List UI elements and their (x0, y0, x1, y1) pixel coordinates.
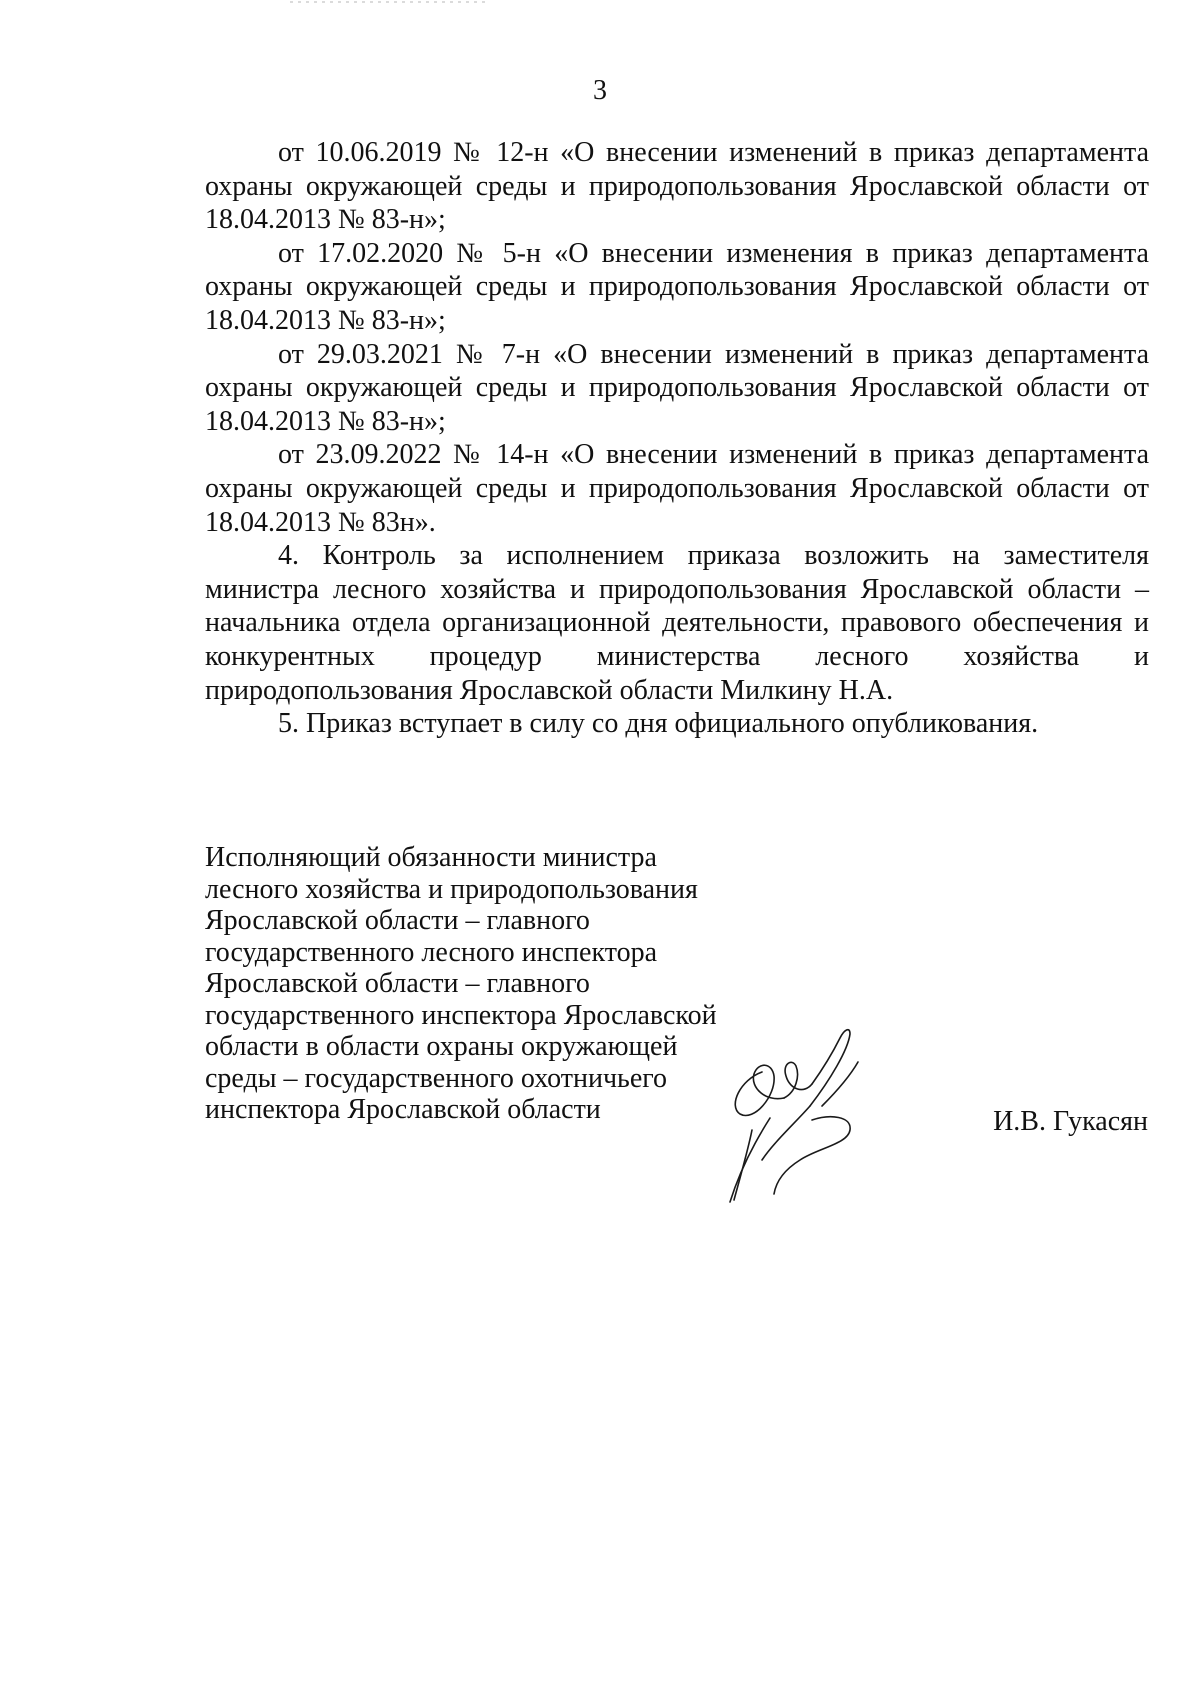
paragraph-order-2020: от 17.02.2020 № 5-н «О внесении изменения в приказ департамента охраны окружающей среды и природопользования Ярославской области от 18.04.2013 № 83-н»; (205, 237, 1149, 336)
position-line: Исполняющий обязанности министра (205, 842, 657, 873)
position-line: Ярославской области – главного (205, 968, 590, 999)
position-line: лесного хозяйства и природопользования (205, 873, 698, 905)
position-line: Ярославской области – главного (205, 905, 590, 936)
position-line: инспектора Ярославской области (205, 1094, 601, 1125)
position-line: среды – государственного охотничьего (205, 1062, 668, 1094)
signer-name: И.В. Гукасян (993, 1106, 1148, 1137)
scan-artifact (290, 0, 490, 4)
paragraph-order-2019: от 10.06.2019 № 12-н «О внесении изменений в приказ департамента охраны окружающей среды и природопользования Ярославской области от 18.04.2013 № 83-н»; (205, 137, 1149, 236)
handwritten-signature-icon (700, 1010, 910, 1210)
position-line: государственного инспектора Ярославской (205, 999, 717, 1031)
paragraph-order-2022: от 23.09.2022 № 14-н «О внесении изменений в приказ департамента охраны окружающей среды и природопользования Ярославской области от 18.04.2013 № 83н». (205, 439, 1149, 538)
position-line: государственного лесного инспектора (205, 936, 657, 968)
signatory-position (205, 842, 765, 1126)
paragraph-item-5-effect: 5. Приказ вступает в силу со дня официального опубликования. (278, 708, 1039, 740)
document-body (205, 136, 1149, 741)
paragraph-item-4-control: 4. Контроль за исполнением приказа возложить на заместителя министра лесного хозяйства и природопользования Ярославской области – начальника отдела организационной деятельности, правового обеспечения и конкурентных процедур министерства лесного хозяйства и природопользования Ярославской области Милкину Н.А. (205, 540, 1149, 706)
position-line: области в области охраны окружающей (205, 1031, 678, 1062)
page-number: 3 (593, 75, 607, 106)
paragraph-order-2021: от 29.03.2021 № 7-н «О внесении изменений в приказ департамента охраны окружающей среды и природопользования Ярославской области от 18.04.2013 № 83-н»; (205, 338, 1149, 437)
